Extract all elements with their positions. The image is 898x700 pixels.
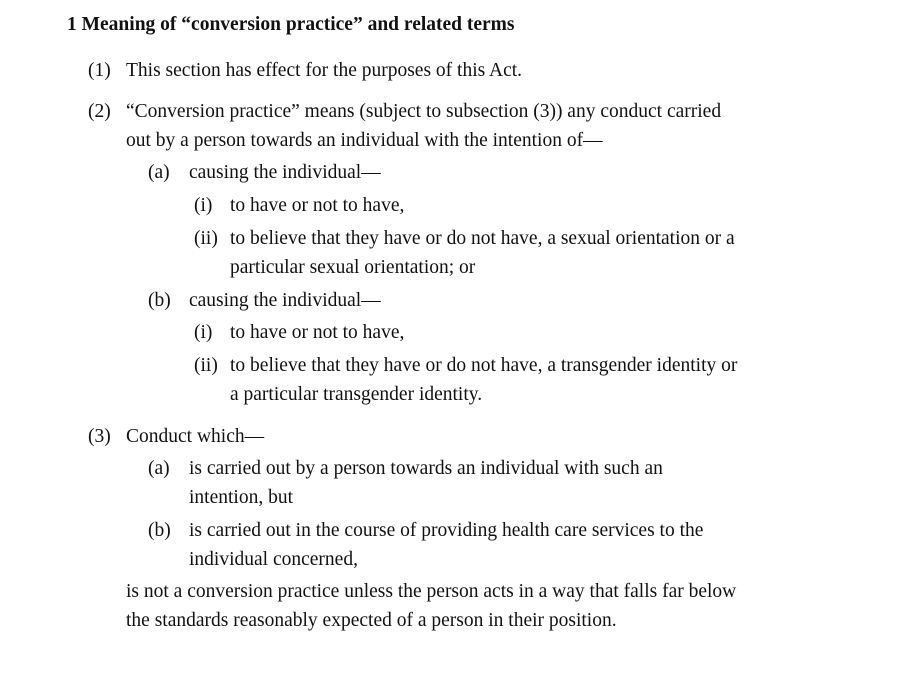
paragraph-2a-text: causing the individual— [189,162,381,183]
subparagraph-2a-ii-number: (ii) [194,228,218,249]
subparagraph-2a-ii-line-2: particular sexual orientation; or [230,257,476,278]
paragraph-3a-line-1: is carried out by a person towards an individual with such an [189,458,663,479]
paragraph-3b-number: (b) [148,520,171,541]
subparagraph-2b-i-text: to have or not to have, [230,322,405,343]
subsection-3-text: Conduct which— [126,426,265,447]
subparagraph-2b-ii-number: (ii) [194,355,218,376]
subparagraph-2b-i-number: (i) [194,322,213,343]
subparagraph-2a-ii-line-1: to believe that they have or do not have, a sexual orientation or a [230,228,735,249]
subsection-1-text: This section has effect for the purposes of this Act. [126,60,523,81]
section-heading: 1 Meaning of “conversion practice” and related terms [67,14,515,35]
paragraph-2b-number: (b) [148,290,171,311]
subsection-3-closing-line-1: is not a conversion practice unless the person acts in a way that falls far below [126,581,737,602]
subparagraph-2a-i-text: to have or not to have, [230,195,405,216]
paragraph-3a-number: (a) [148,458,170,479]
subsection-2-line-1: “Conversion practice” means (subject to subsection (3)) any conduct carried [126,101,722,122]
paragraph-3b-line-1: is carried out in the course of providing health care services to the [189,520,704,541]
paragraph-3a-line-2: intention, but [189,487,293,508]
subsection-2-line-2: out by a person towards an individual with the intention of— [126,130,603,151]
paragraph-2b-text: causing the individual— [189,290,381,311]
paragraph-3b-line-2: individual concerned, [189,549,358,570]
subsection-1-number: (1) [88,60,111,81]
subsection-3-number: (3) [88,426,111,447]
subparagraph-2b-ii-line-2: a particular transgender identity. [230,384,483,405]
paragraph-2a-number: (a) [148,162,170,183]
subsection-2-number: (2) [88,101,111,122]
subsection-3-closing-line-2: the standards reasonably expected of a person in their position. [126,610,617,631]
subparagraph-2b-ii-line-1: to believe that they have or do not have, a transgender identity or [230,355,738,376]
subparagraph-2a-i-number: (i) [194,195,213,216]
